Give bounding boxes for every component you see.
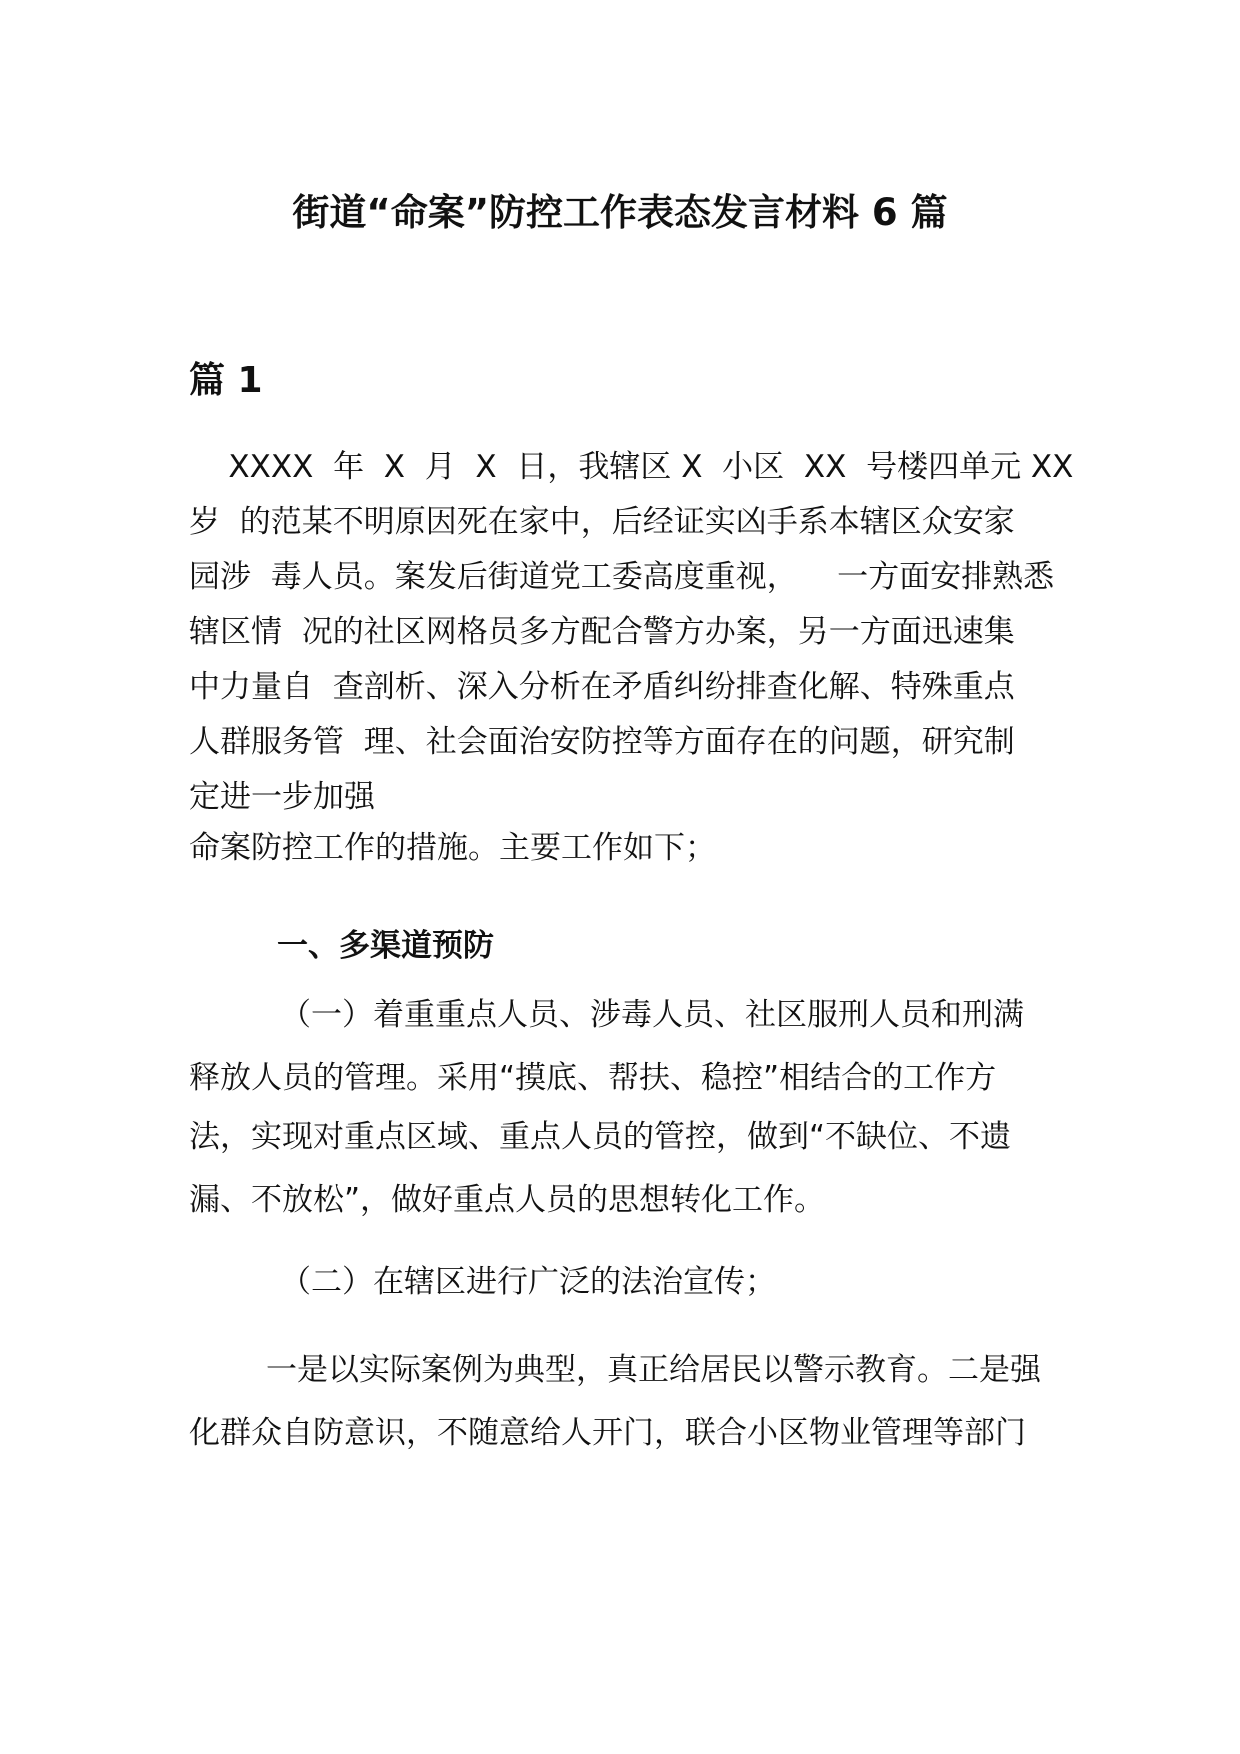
item-line: 漏、不放松”，做好重点人员的思想转化工作。 [189,1182,826,1218]
item-line: 释放人员的管理。采用“摸底、帮扶、稳控”相结合的工作方 [189,1060,997,1096]
section-heading: 篇 1 [189,360,263,401]
paragraph-line: 园涉 毒人员。案发后街道党工委高度重视， 一方面安排熟悉 [189,559,1055,595]
paragraph-line: 中力量自 查剖析、深入分析在矛盾纠纷排查化解、特殊重点 [189,669,1015,705]
item-line: （一）着重重点人员、涉毒人员、社区服刑人员和刑满 [280,997,1024,1033]
item-line: 法，实现对重点区域、重点人员的管控，做到“不缺位、不遗 [189,1119,1012,1155]
paragraph-line: 人群服务管 理、社会面治安防控等方面存在的问题，研究制 [189,724,1015,760]
paragraph-line: 定进一步加强 [189,779,375,815]
item-line: 一是以实际案例为典型，真正给居民以警示教育。二是强 [266,1352,1041,1388]
item-line: 化群众自防意识，不随意给人开门，联合小区物业管理等部门 [189,1415,1026,1451]
paragraph-line: XXXX 年 X 月 X 日，我辖区 X 小区 XX 号楼四单元 XX [189,449,1074,485]
paragraph-line: 命案防控工作的措施。主要工作如下； [189,830,716,866]
subheading: 一、多渠道预防 [277,928,494,964]
paragraph-line: 辖区情 况的社区网格员多方配合警方办案，另一方面迅速集 [189,614,1015,650]
document-title: 街道“命案”防控工作表态发言材料 6 篇 [292,191,948,234]
paragraph-line: 岁 的范某不明原因死在家中，后经证实凶手系本辖区众安家 [189,504,1015,540]
item-heading: （二）在辖区进行广泛的法治宣传； [280,1264,776,1300]
